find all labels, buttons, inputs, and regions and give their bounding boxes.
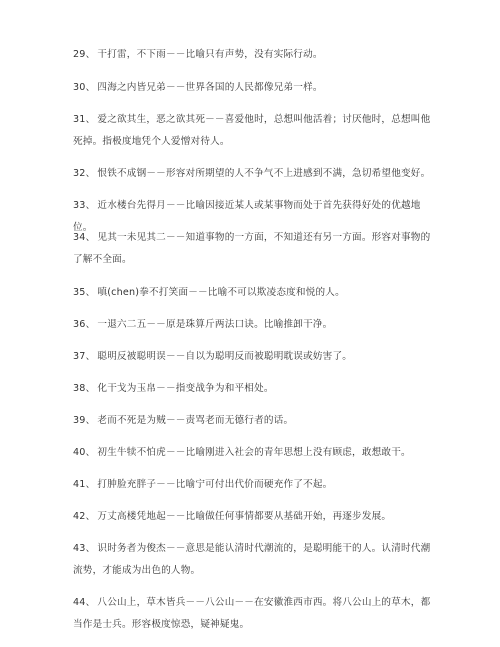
list-item-30 (73, 77, 433, 99)
item-text: 万丈高楼凭地起－－比喻做任何事情都要从基础开始，再逐步发展。 (97, 511, 392, 522)
list-item-39 (73, 410, 433, 432)
item-number: 38、 (73, 383, 96, 394)
item-number: 37、 (73, 351, 96, 362)
item-number: 32、 (73, 168, 96, 179)
list-item-38 (73, 378, 433, 400)
item-text: 八公山上，草木皆兵－－八公山－－在安徽淮西市西。将八公山上的草木，都当作是士兵。形容极度惊恐，疑神疑鬼。 (73, 597, 431, 630)
list-item-44 (73, 592, 433, 636)
list-item-31 (73, 109, 433, 153)
list-item-42 (73, 506, 433, 528)
item-text: 干打雷，不下雨－－比喻只有声势，没有实际行动。 (97, 49, 323, 60)
item-number: 44、 (73, 597, 96, 608)
item-text: 聪明反被聪明误－－自以为聪明反而被聪明耽误或妨害了。 (97, 351, 353, 362)
item-number: 30、 (73, 82, 96, 93)
list-item-29 (73, 44, 433, 66)
item-number: 43、 (73, 543, 96, 554)
item-text: 嗔(chen)拳不打笑面－－比喻不可以欺凌态度和悦的人。 (97, 287, 345, 298)
item-text: 化干戈为玉帛－－指变战争为和平相处。 (97, 383, 274, 394)
item-text: 老而不死是为贼－－责骂老而无德行者的话。 (97, 415, 294, 426)
item-text: 打肿脸充胖子－－比喻宁可付出代价而硬充作了不起。 (97, 479, 333, 490)
item-text: 恨铁不成钢－－形容对所期望的人不争气不上进感到不满，急切希望他变好。 (97, 168, 431, 179)
list-item-35 (73, 282, 433, 304)
item-number: 29、 (73, 49, 96, 60)
item-text: 近水楼台先得月－－比喻因接近某人或某事物而处于首先获得好处的优越地位。 (73, 200, 421, 233)
item-text: 见其一未见其二－－知道事物的一方面，不知道还有另一方面。形容对事物的了解不全面。 (73, 232, 431, 265)
list-item-36 (73, 314, 433, 336)
item-text: 四海之内皆兄弟－－世界各国的人民都像兄弟一样。 (97, 82, 323, 93)
list-item-41 (73, 474, 433, 496)
list-item-40 (73, 442, 433, 464)
list-item-32 (73, 163, 433, 185)
item-number: 33、 (73, 200, 96, 211)
item-number: 36、 (73, 319, 96, 330)
item-number: 41、 (73, 479, 96, 490)
item-number: 34、 (73, 232, 96, 243)
list-item-34 (73, 227, 433, 271)
list-item-37 (73, 346, 433, 368)
item-text: 识时务者为俊杰－－意思是能认清时代潮流的，是聪明能干的人。认清时代潮流势，才能成为出色的人物。 (73, 543, 431, 576)
item-text: 爱之欲其生，恶之欲其死－－喜爱他时，总想叫他活着；讨厌他时，总想叫他死掉。指极度地凭个人爱憎对待人。 (73, 114, 431, 147)
item-number: 31、 (73, 114, 96, 125)
item-number: 42、 (73, 511, 96, 522)
item-text: 初生牛犊不怕虎－－比喻刚进入社会的青年思想上没有顾虑，敢想敢干。 (97, 447, 411, 458)
item-number: 39、 (73, 415, 96, 426)
item-number: 35、 (73, 287, 96, 298)
item-number: 40、 (73, 447, 96, 458)
item-text: 一退六二五－－原是珠算斤两法口诀。比喻推卸干净。 (97, 319, 333, 330)
list-item-43 (73, 538, 433, 582)
